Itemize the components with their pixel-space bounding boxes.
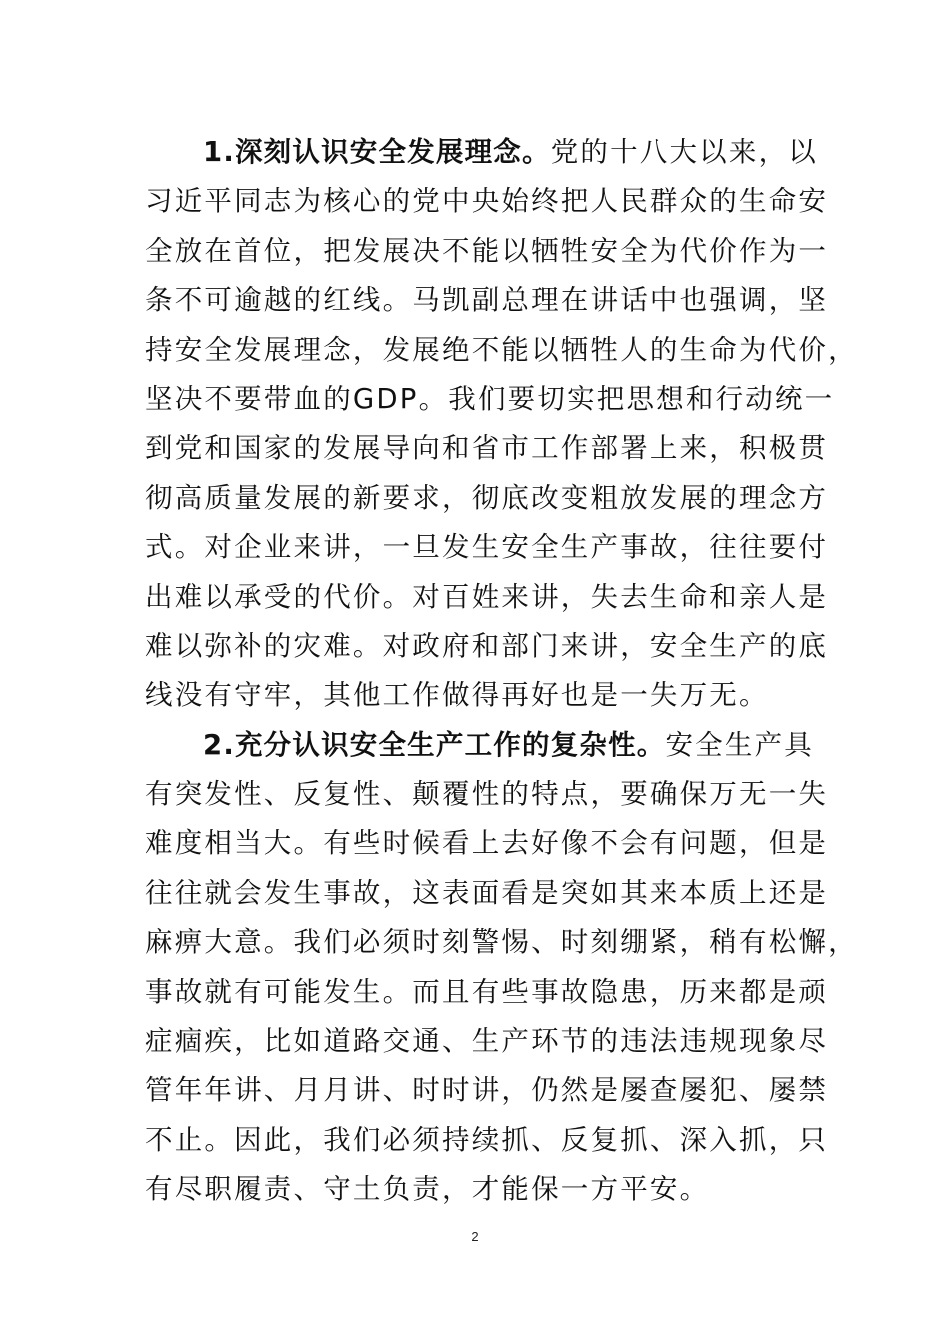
- text-line: 难以弥补的灾难。对政府和部门来讲，安全生产的底: [145, 629, 829, 662]
- paragraph-2: [145, 721, 858, 1215]
- paragraph-first-line: [145, 128, 845, 177]
- text-line: 习近平同志为核心的党中央始终把人民群众的生命安: [145, 185, 829, 218]
- text-line: 彻高质量发展的新要求，彻底改变粗放发展的理念方: [145, 481, 829, 514]
- text-line: 有尽职履责、守土负责，才能保一方平安。: [145, 1173, 710, 1206]
- text-line: 管年年讲、月月讲、时时讲，仍然是屡查屡犯、屡禁: [145, 1074, 829, 1107]
- text-line: 式。对企业来讲，一旦发生安全生产事故，往往要付: [145, 531, 829, 564]
- paragraph-first-line: [145, 721, 845, 770]
- text-line: 往往就会发生事故，这表面看是突如其来本质上还是: [145, 876, 829, 909]
- text-line: 持安全发展理念，发展绝不能以牺牲人的生命为代价，: [145, 333, 858, 366]
- text-line: 安全生产具: [665, 728, 814, 761]
- text-line: 难度相当大。有些时候看上去好像不会有问题，但是: [145, 827, 829, 860]
- text-line: 不止。因此，我们必须持续抓、反复抓、深入抓，只: [145, 1123, 829, 1156]
- text-line: 线没有守牢，其他工作做得再好也是一失万无。: [145, 679, 769, 712]
- paragraph-1: [145, 128, 858, 721]
- text-line: 坚决不要带血的GDP。我们要切实把思想和行动统一: [145, 382, 835, 415]
- text-line: 麻痹大意。我们必须时刻警惕、时刻绷紧，稍有松懈，: [145, 926, 858, 959]
- text-line: 党的十八大以来，以: [550, 136, 818, 168]
- body-text: [145, 128, 858, 1215]
- text-line: 条不可逾越的红线。马凯副总理在讲话中也强调，坚: [145, 284, 829, 317]
- text-line: 出难以承受的代价。对百姓来讲，失去生命和亲人是: [145, 580, 829, 613]
- text-line: 全放在首位，把发展决不能以牺牲安全为代价作为一: [145, 234, 829, 267]
- text-line: 症痼疾，比如道路交通、生产环节的违法违规现象尽: [145, 1025, 829, 1058]
- text-line: 有突发性、反复性、颠覆性的特点，要确保万无一失: [145, 778, 829, 811]
- paragraph-heading: 1.深刻认识安全发展理念。: [203, 136, 551, 168]
- text-line: 到党和国家的发展导向和省市工作部署上来，积极贯: [145, 432, 829, 465]
- paragraph-heading: 2.充分认识安全生产工作的复杂性。: [203, 728, 666, 761]
- text-line: 事故就有可能发生。而且有些事故隐患，历来都是顽: [145, 975, 829, 1008]
- page-number: 2: [471, 1229, 479, 1244]
